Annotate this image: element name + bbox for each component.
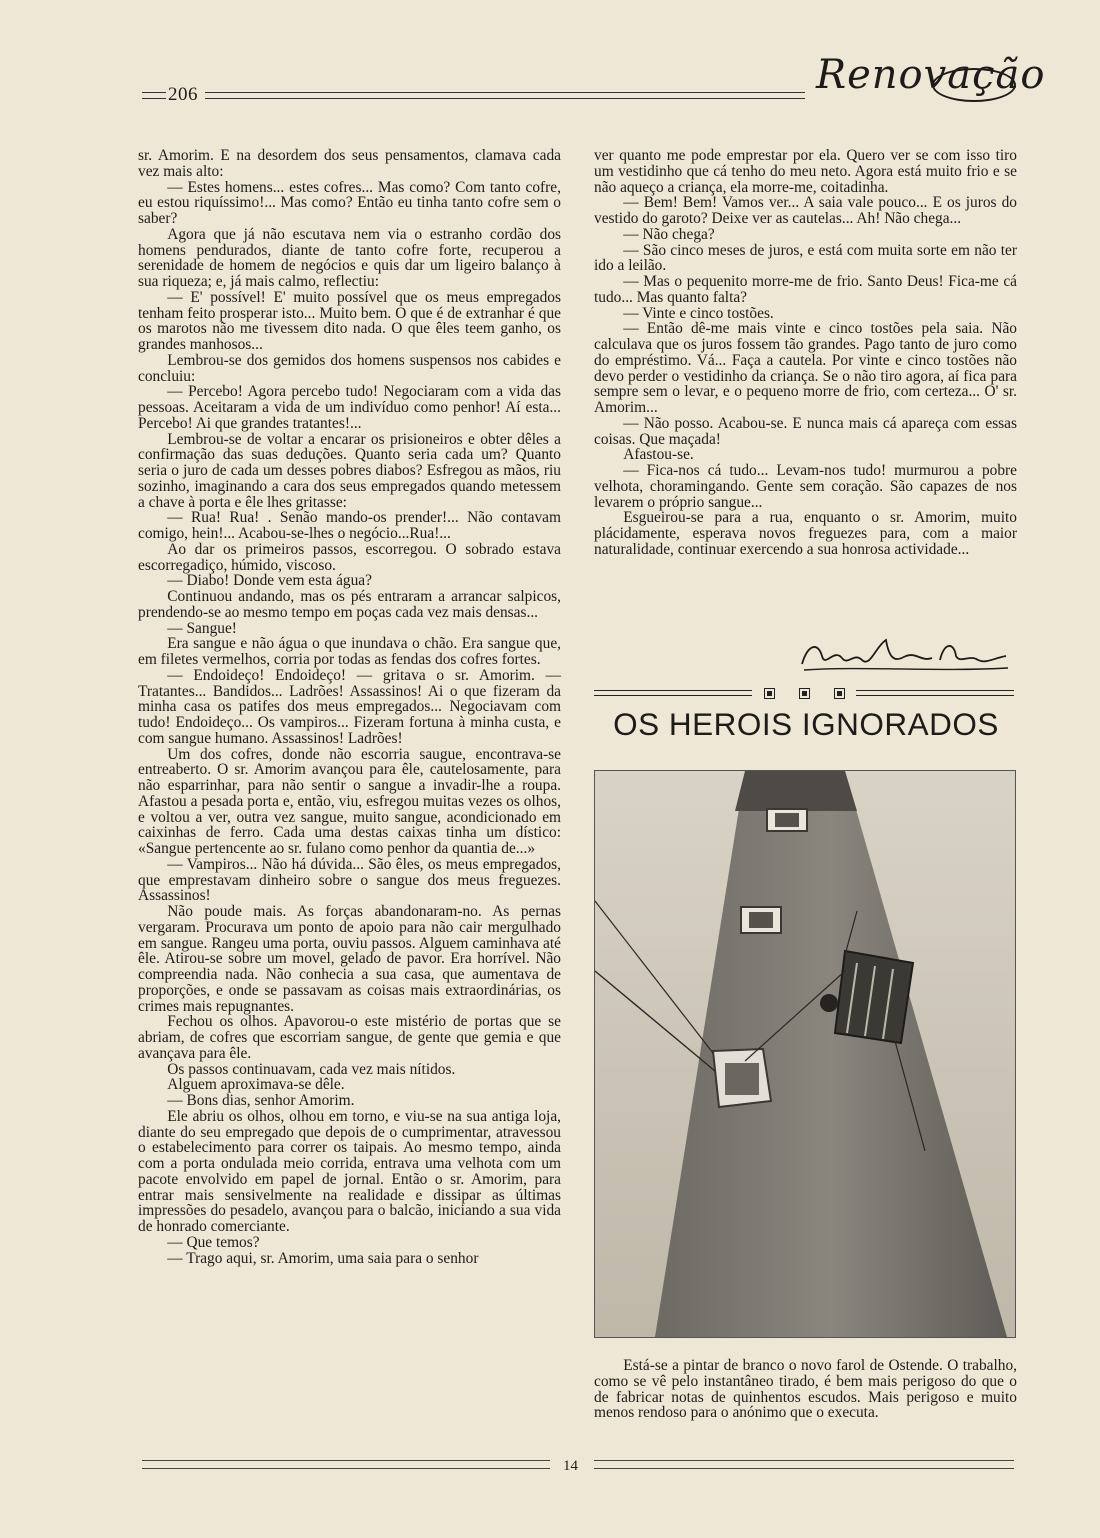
paragraph: — E' possível! E' muito possível que os meus empregados tenham feito prosperar isto... Muito bem. O que é de extranhar é que os marotos não me tivessem dito nada. O que êles teem ganho, os grandes manhosos...	[138, 288, 561, 353]
paragraph: — Bem! Bem! Vamos ver... A saia vale pouco... E os juros do vestido do garoto? Deixe ver as cautelas... Ah! Não chega...	[594, 194, 1017, 227]
paragraph: Afastou-se.	[623, 446, 694, 464]
paragraph: — Bons dias, senhor Amorim.	[167, 1092, 355, 1109]
header-rule	[205, 98, 805, 99]
paragraph: — Mas o pequenito morre-me de frio. Santo Deus! Fica-me cá tudo... Mas quanto falta?	[594, 273, 1017, 306]
paragraph: — Não chega?	[623, 225, 715, 243]
paragraph: — Trago aqui, sr. Amorim, uma saia para o senhor	[167, 1249, 479, 1267]
footer-rule	[142, 1468, 550, 1469]
divider-line	[856, 695, 1014, 696]
paragraph: Lembrou-se de voltar a encarar os prisioneiros e obter dêles a confirmação das suas deduções. Quanto seria cada um? Quanto seria o juro de cada um desses pobres diabos? Esfregou as mãos, riu sozinho, imaginando a cara dos seus empregados quando metessem a chave à porta e êle lhes gritasse:	[138, 430, 561, 511]
paragraph: Os passos continuavam, cada vez mais nítidos.	[167, 1060, 456, 1078]
paragraph: Agora que já não escutava nem via o estranho cordão dos homens pendurados, diante de tanto cofre forte, recuperou a serenidade de homem de negócios e quis dar um ligeiro balanço à sua riqueza; e, já mais calmo, reflectiu:	[138, 225, 561, 290]
paragraph: sr. Amorim. E na desordem dos seus pensamentos, clamava cada vez mais alto:	[138, 147, 561, 180]
divider-line	[594, 690, 752, 691]
paragraph: ver quanto me pode emprestar por ela. Quero ver se com isso tiro um vestidinho que cá tenho do meu neto. Agora está muito frio e se não aqueço a criança, ela morre-me, coitadinha.	[594, 147, 1017, 196]
paragraph: — Então dê-me mais vinte e cinco tostões pela saia. Não calculava que os juros fossem tão grandes. Pago tanto de juro como do empréstimo. Vá... Faça a cautela. Por vinte e cinco tostões não devo perder o vestidinho da criança. Se o não tiro agora, aí fica para sempre sem o levar, e o pequeno morre de frio, com certeza... O' sr. Amorim...	[594, 320, 1017, 416]
paragraph: — Diabo! Donde vem esta água?	[167, 572, 372, 590]
lighthouse-photo	[594, 770, 1016, 1338]
ornament-square	[764, 688, 775, 699]
paragraph: — Não posso. Acabou-se. E nunca mais cá apareça com essas coisas. Que maçada!	[594, 414, 1017, 448]
paragraph: — Que temos?	[167, 1233, 260, 1251]
left-column	[138, 148, 561, 1266]
paragraph: — Vinte e cinco tostões.	[623, 304, 774, 322]
page-number: 206	[168, 84, 198, 105]
handwritten-signature	[794, 634, 1012, 678]
paragraph: — Sangue!	[167, 619, 237, 637]
divider-line	[856, 690, 1014, 691]
right-column	[594, 148, 1017, 558]
paragraph: — Rua! Rua! . Senão mando-os prender!... Não contavam comigo, hein!... Acabou-se-lhes o negócio...Rua!...	[138, 509, 561, 542]
header-rule	[205, 92, 805, 93]
section-title: OS HEROIS IGNORADOS	[613, 706, 999, 742]
paragraph: — Fica-nos cá tudo... Levam-nos tudo! murmurou a pobre velhota, choramingando. Gente sem coração. São capazes de nos levarem o próprio sangue...	[594, 462, 1017, 511]
paragraph: — Estes homens... estes cofres... Mas como? Com tanto cofre, eu estou riquíssimo!... Mas como? Então eu tinha tanto cofre sem o saber?	[138, 178, 561, 227]
footer-rule	[594, 1460, 1014, 1461]
paragraph: — Endoideço! Endoideço! — gritava o sr. Amorim. — Tratantes... Bandidos... Ladrões! Assassinos! Ai o que fizeram da minha casa os patifes dos meus empregados... Negociavam com tudo! Endoideço... Os vampiros... Fizeram fortuna à minha custa, e com sangue humano. Assassinos! Ladrões!	[138, 666, 561, 747]
footer-page-number: 14	[563, 1458, 578, 1474]
paragraph: Alguem aproximava-se dêle.	[167, 1076, 345, 1094]
paragraph: — Percebo! Agora percebo tudo! Negociaram com a vida das pessoas. Aceitaram a vida de um indivíduo como penhor! Aí esta... Percebo! Ai que grandes tratantes!...	[138, 383, 561, 432]
paragraph: Era sangue e não água o que inundava o chão. Era sangue que, em filetes vermelhos, corria por todas as fendas dos cofres fortes.	[138, 635, 561, 668]
footer-rule	[594, 1468, 1014, 1469]
divider-line	[594, 695, 752, 696]
paragraph: Lembrou-se dos gemidos dos homens suspensos nos cabides e concluiu:	[138, 351, 561, 385]
ornament-square	[799, 688, 810, 699]
paragraph: Esgueirou-se para a rua, enquanto o sr. Amorim, muito plácidamente, esperava novos freguezes para, com a maior naturalidade, continuar exercendo a sua honrosa actividade...	[594, 509, 1017, 558]
caption-text: Está-se a pintar de branco o novo farol de Ostende. O trabalho, como se vê pelo instantâneo tirado, é bem mais perigoso do que o de fabricar notas de quinhentos escudos. Mais perigoso e muito menos rendoso para o anónimo que o executa.	[594, 1357, 1017, 1422]
paragraph: Não poude mais. As forças abandonaram-no. As pernas vergaram. Procurava um ponto de apoio para não cair mergulhado em sangue. Rangeu uma porta, ouviu passos. Alguem caminhava até êle. Atirou-se sobre um movel, gelado de pavor. Era horrível. Não compreendia nada. Não conhecia a sua casa, que aumentava de proporções, e onde se passavam as coisas mais extraordinárias, os crimes mais repugnantes.	[138, 903, 561, 1015]
paragraph: — Vampiros... Não há dúvida... São êles, os meus empregados, que emprestavam dinheiro sobre o sangue dos meus freguezes. Assassinos!	[138, 855, 561, 905]
ornament-square	[834, 688, 845, 699]
paragraph: Ele abriu os olhos, olhou em torno, e viu-se na sua antiga loja, diante do seu empregado que depois de o cumprimentar, atravessou o estabelecimento para correr os taipais. Ao mesmo tempo, ainda com a porta ondulada meio corrida, entrava uma velhota com um pacote envolvido em papel de jornal. Então o sr. Amorim, para entrar mais sensivelmente na realidade e dissipar as últimas impressões do pesadelo, avançou para o balcão, iniciando a sua vida de honrado comerciante.	[138, 1107, 561, 1235]
paragraph: — São cinco meses de juros, e está com muita sorte em não ter ido a leilão.	[594, 241, 1017, 275]
paragraph: Ao dar os primeiros passos, escorregou. O sobrado estava escorregadiço, húmido, viscoso.	[138, 540, 561, 574]
paragraph: Fechou os olhos. Apavorou-o este mistério de portas que se abriam, de cofres que escorriam sangue, de gente que gemia e que avançava para êle.	[138, 1013, 561, 1062]
paragraph: Continuou andando, mas os pés entraram a arrancar salpicos, prendendo-se ao mesmo tempo em poças cada vez mais densas...	[138, 588, 561, 621]
footer-rule	[142, 1460, 550, 1461]
header-rule	[142, 98, 166, 99]
paragraph: Um dos cofres, donde não escorria saugue, encontrava-se entreaberto. O sr. Amorim avançou para êle, cautelosamente, para não esparrinhar, para não sentir o sangue a invadir-lhe a roupa. Afastou a pesada porta e, então, viu, esfregou muitas vezes os olhos, e voltou a ver, outra vez sangue, muito sangue, acondicionado em caixinhas de ferro. Cada uma destas caixas tinha um dístico: «Sangue pertencente ao sr. fulano como penhor da quantia de...»	[138, 745, 561, 857]
header-rule	[142, 92, 166, 93]
photo-caption	[594, 1358, 1017, 1421]
masthead-title: Renovação	[816, 52, 1046, 98]
masthead-logo	[812, 52, 1046, 104]
